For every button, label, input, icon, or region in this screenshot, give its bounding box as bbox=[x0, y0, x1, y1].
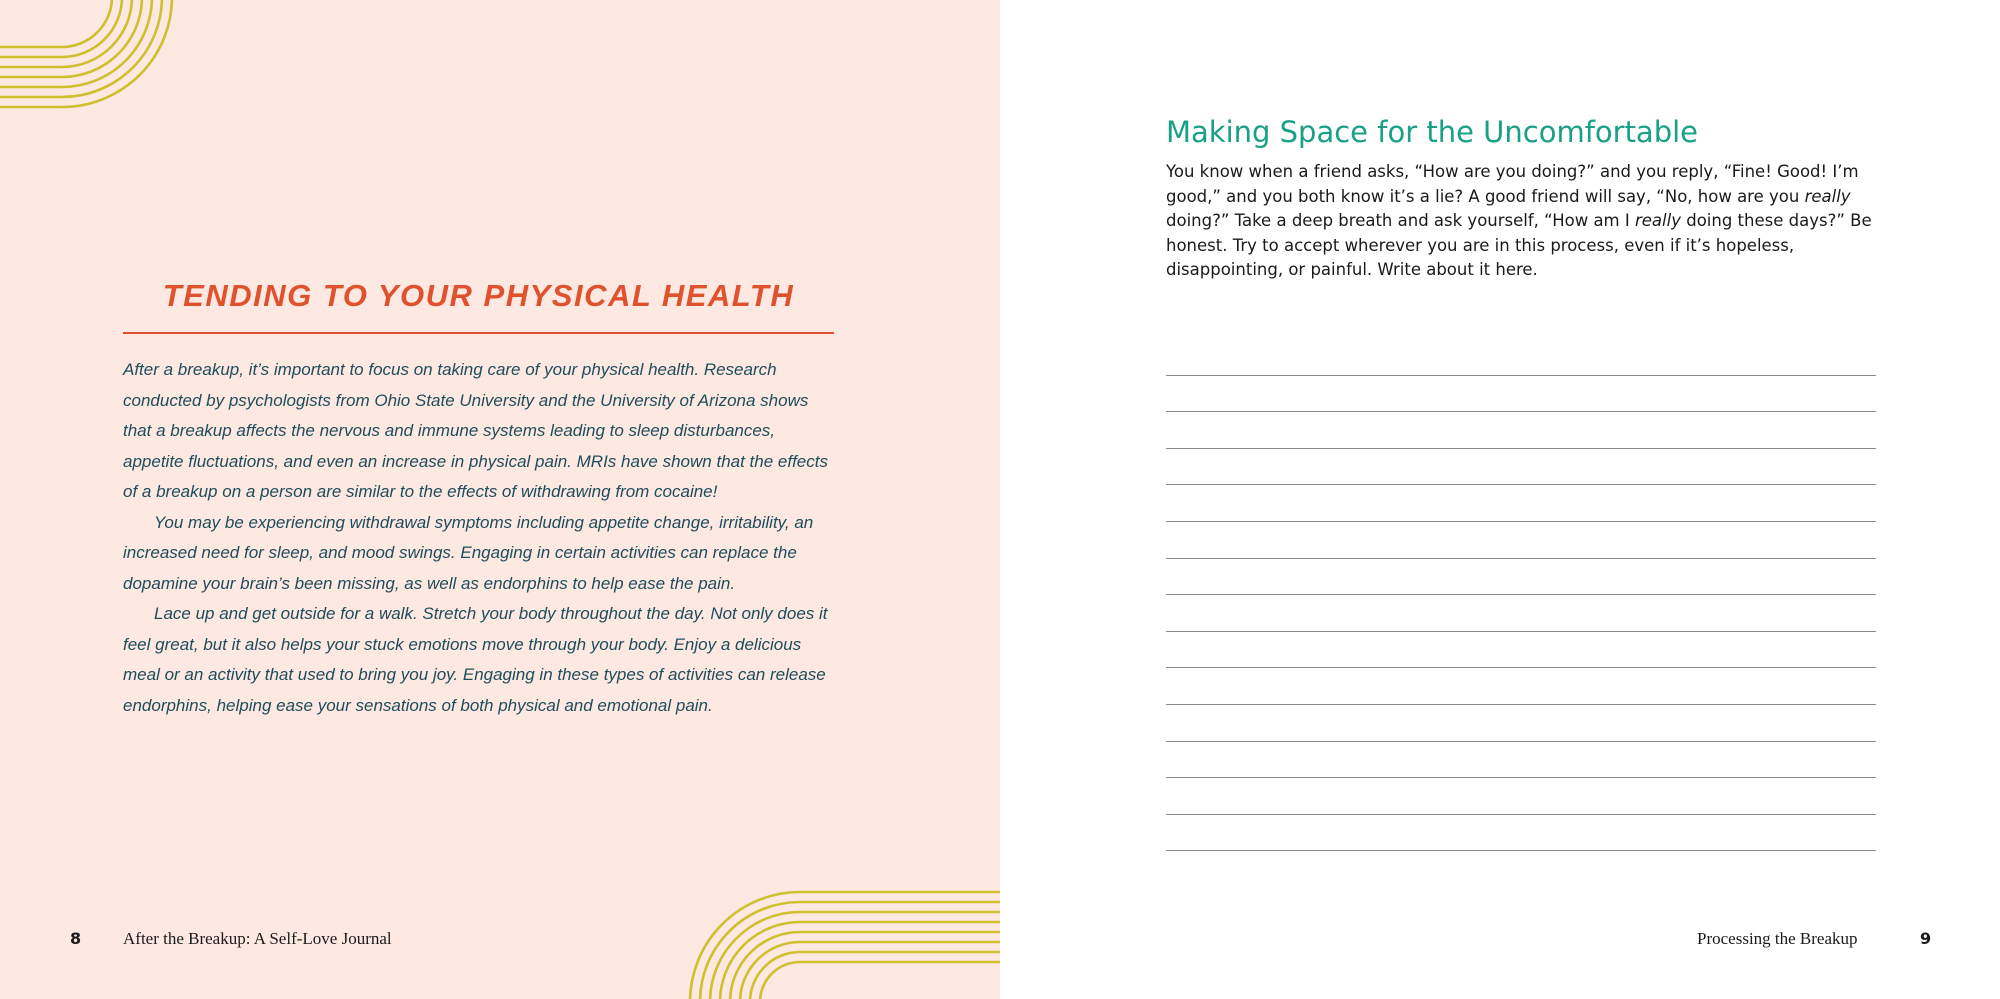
page-number: 8 bbox=[70, 929, 82, 948]
title-divider bbox=[123, 332, 834, 334]
decorative-arcs-bottom bbox=[680, 880, 1000, 999]
writing-line[interactable] bbox=[1166, 412, 1876, 449]
right-page bbox=[1000, 0, 2000, 999]
prompt-text-part: You know when a friend asks, “How are you doing?” and you reply, “Fine! Good! I’m good,” and you both know it’s a lie? A good friend will say, “No, how are you bbox=[1166, 162, 1859, 206]
writing-line[interactable] bbox=[1166, 449, 1876, 486]
running-head: After the Breakup: A Self-Love Journal bbox=[123, 929, 392, 948]
writing-line[interactable] bbox=[1166, 339, 1876, 376]
section-title: TENDING TO YOUR PHYSICAL HEALTH bbox=[162, 278, 795, 313]
paragraph: You may be experiencing withdrawal symptoms including appetite change, irritability, an increased need for sleep, and mood swings. Engaging in certain activities can replace the dopamine your brain’s been missing, as well as endorphins to help ease the pain. bbox=[123, 512, 814, 593]
emphasis: really bbox=[1635, 211, 1681, 230]
writing-line[interactable] bbox=[1166, 485, 1876, 522]
writing-line[interactable] bbox=[1166, 522, 1876, 559]
prompt-text-part: doing?” Take a deep breath and ask yourself, “How am I bbox=[1166, 211, 1635, 230]
decorative-arcs-top bbox=[0, 0, 180, 110]
writing-line[interactable] bbox=[1166, 705, 1876, 742]
writing-line[interactable] bbox=[1166, 376, 1876, 413]
body-text bbox=[123, 355, 838, 721]
emphasis: really bbox=[1804, 186, 1851, 206]
page-number: 9 bbox=[1920, 929, 1932, 948]
paragraph: After a breakup, it’s important to focus on taking care of your physical health. Research conducted by psychologists from Ohio State University and the University of Arizona shows that a breakup affects the nervous and immune systems leading to sleep disturbances, appetite fluctuations, and even an increase in physical pain. MRIs have shown that the effects of a breakup on a person are similar to the effects of withdrawing from cocaine! bbox=[123, 360, 828, 501]
writing-line[interactable] bbox=[1166, 595, 1876, 632]
running-head: Processing the Breakup bbox=[1697, 929, 1858, 948]
prompt-text-part: doing these days?” Be honest. Try to accept wherever you are in this process, even if it’s hopeless, disappointing, or painful. Write about it here. bbox=[1166, 211, 1872, 279]
journal-writing-lines[interactable] bbox=[1166, 339, 1876, 851]
paragraph: Lace up and get outside for a walk. Stretch your body throughout the day. Not only does it feel great, but it also helps your stuck emotions move through your body. Enjoy a delicious meal or an activity that used to bring you joy. Engaging in these types of activities can release endorphins, helping ease your sensations of both physical and emotional pain. bbox=[123, 604, 828, 715]
prompt-title: Making Space for the Uncomfortable bbox=[1166, 115, 1699, 149]
writing-line[interactable] bbox=[1166, 742, 1876, 779]
writing-line[interactable] bbox=[1166, 815, 1876, 852]
writing-line[interactable] bbox=[1166, 668, 1876, 705]
prompt-text bbox=[1166, 160, 1886, 283]
writing-line[interactable] bbox=[1166, 632, 1876, 669]
writing-line[interactable] bbox=[1166, 559, 1876, 596]
writing-line[interactable] bbox=[1166, 778, 1876, 815]
